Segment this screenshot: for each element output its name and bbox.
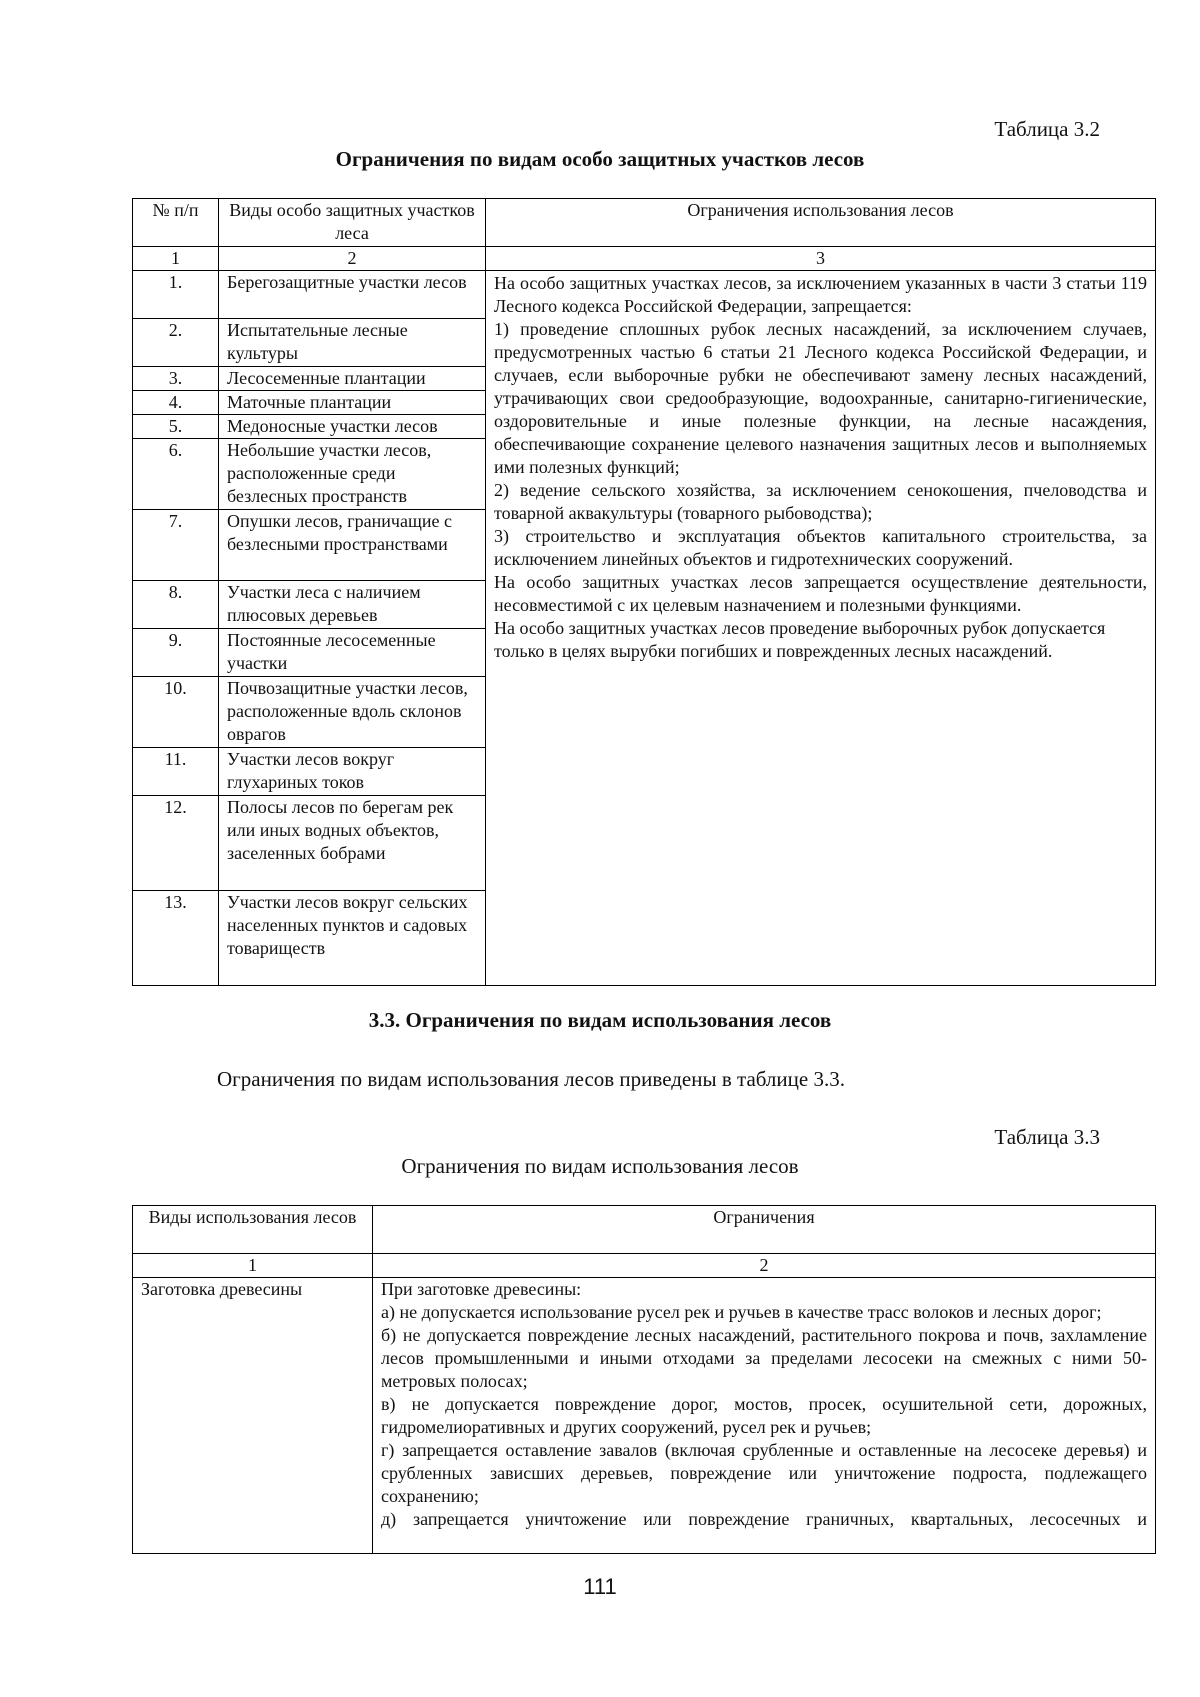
row-number-cell: 8. [133, 581, 219, 629]
restriction-item: При заготовке древесины: [381, 1279, 582, 1299]
column-number-cell: 2 [219, 247, 486, 271]
table-3-2-header-row [133, 199, 1156, 247]
header-cell-number: № п/п [133, 199, 219, 247]
row-number-cell: 13. [133, 891, 219, 986]
restriction-paragraph: 3) строительство и эксплуатация объектов капитального строительства, за исключением линейных объектов и гидротехнических сооружений. [494, 526, 1147, 569]
zone-type-cell: Маточные плантации [219, 391, 486, 415]
row-number-cell: 6. [133, 439, 219, 510]
row-number-cell: 5. [133, 415, 219, 439]
row-number-cell: 7. [133, 510, 219, 581]
table-3-3-title: Ограничения по видам использования лесов [401, 1154, 799, 1178]
restriction-item: в) не допускается повреждение дорог, мостов, просек, осушительной сети, дорожных, гидромелиоративных и других сооружений, русел рек и ручьев; [381, 1394, 1147, 1437]
section-heading: 3.3. Ограничения по видам использования лесов [368, 1008, 832, 1032]
header-cell-use-type: Виды использования лесов [133, 1206, 373, 1254]
table-3-2-caption: Таблица 3.2 [994, 117, 1100, 141]
page-number: 111 [583, 1574, 617, 1599]
row-number-cell: 3. [133, 367, 219, 391]
zone-type-cell: Полосы лесов по берегам рек или иных водных объектов, заселенных бобрами [219, 796, 486, 891]
table-row [133, 1278, 1156, 1554]
zone-type-cell: Участки лесов вокруг глухариных токов [219, 748, 486, 796]
use-type-cell: Заготовка древесины [133, 1278, 373, 1554]
row-number-cell: 2. [133, 319, 219, 367]
zone-type-cell: Опушки лесов, граничащие с безлесными пространствами [219, 510, 486, 581]
restriction-paragraph: 1) проведение сплошных рубок лесных насаждений, за исключением случаев, предусмотренных частью 6 статьи 21 Лесного кодекса Российской Федерации, и случаев, если выборочные рубки не обеспечивают замену лесных насаждений, утрачивающих свои средообразующие, водоохранные, санитарно-гигиенические, оздоровительные и иные полезные функции, на лесные насаждения, обеспечивающие сохранение целевого назначения защитных лесов и выполняемых ими полезных функций; [494, 319, 1147, 477]
table-3-2-column-numbers-row [133, 247, 1156, 271]
row-number-cell: 12. [133, 796, 219, 891]
restriction-paragraph: На особо защитных участках лесов, за исключением указанных в части 3 статьи 119 Лесного кодекса Российской Федерации, запрещается: [494, 273, 1147, 316]
row-number-cell: 9. [133, 629, 219, 677]
table-row [133, 271, 1156, 319]
header-cell-restrictions: Ограничения [373, 1206, 1156, 1254]
zone-type-cell: Участки лесов вокруг сельских населенных пунктов и садовых товариществ [219, 891, 486, 986]
column-number-cell: 1 [133, 1254, 373, 1278]
restriction-item: б) не допускается повреждение лесных насаждений, растительного покрова и почв, захламление лесов промышленными и иными отходами за пределами лесосеки на смежных с ними 50-метровых полосах; [381, 1325, 1147, 1391]
restriction-paragraph: На особо защитных участках лесов проведение выборочных рубок допускается только в целях вырубки погибших и поврежденных лесных насаждений. [494, 618, 1106, 661]
restrictions-cell [373, 1278, 1156, 1554]
zone-type-cell: Испытательные лесные культуры [219, 319, 486, 367]
header-cell-zone-type: Виды особо защитных участков леса [219, 199, 486, 247]
restriction-paragraph: 2) ведение сельского хозяйства, за исключением сенокошения, пчеловодства и товарной аквакультуры (товарного рыбоводства); [494, 480, 1147, 523]
restriction-item: д) запрещается уничтожение или повреждение граничных, квартальных, лесосечных и [381, 1509, 1147, 1529]
zone-type-cell: Медоносные участки лесов [219, 415, 486, 439]
column-number-cell: 2 [373, 1254, 1156, 1278]
table-3-3-header-row [133, 1206, 1156, 1254]
column-number-cell: 1 [133, 247, 219, 271]
row-number-cell: 1. [133, 271, 219, 319]
restriction-item: г) запрещается оставление завалов (включая срубленные и оставленные на лесосеке деревья) и срубленных зависших деревьев, повреждение или уничтожение подроста, подлежащего сохранению; [381, 1440, 1147, 1506]
row-number-cell: 11. [133, 748, 219, 796]
table-3-2 [132, 198, 1156, 986]
zone-type-cell: Участки леса с наличием плюсовых деревьев [219, 581, 486, 629]
zone-type-cell: Постоянные лесосеменные участки [219, 629, 486, 677]
restriction-paragraph: На особо защитных участках лесов запрещается осуществление деятельности, несовместимой с их целевым назначением и полезными функциями. [494, 572, 1147, 615]
restriction-item: а) не допускается использование русел рек и ручьев в качестве трасс волоков и лесных дорог; [381, 1302, 1102, 1322]
table-3-3-column-numbers-row [133, 1254, 1156, 1278]
body-paragraph: Ограничения по видам использования лесов приведены в таблице 3.3. [217, 1067, 845, 1091]
zone-type-cell: Небольшие участки лесов, расположенные среди безлесных пространств [219, 439, 486, 510]
column-number-cell: 3 [486, 247, 1156, 271]
row-number-cell: 10. [133, 677, 219, 748]
zone-type-cell: Берегозащитные участки лесов [219, 271, 486, 319]
zone-type-cell: Лесосеменные плантации [219, 367, 486, 391]
zone-type-cell: Почвозащитные участки лесов, расположенные вдоль склонов оврагов [219, 677, 486, 748]
header-cell-restrictions: Ограничения использования лесов [486, 199, 1156, 247]
row-number-cell: 4. [133, 391, 219, 415]
table-3-3 [132, 1205, 1156, 1554]
table-3-3-caption: Таблица 3.3 [994, 1125, 1100, 1149]
table-3-2-title: Ограничения по видам особо защитных участков лесов [335, 147, 865, 171]
restrictions-cell [486, 271, 1156, 986]
